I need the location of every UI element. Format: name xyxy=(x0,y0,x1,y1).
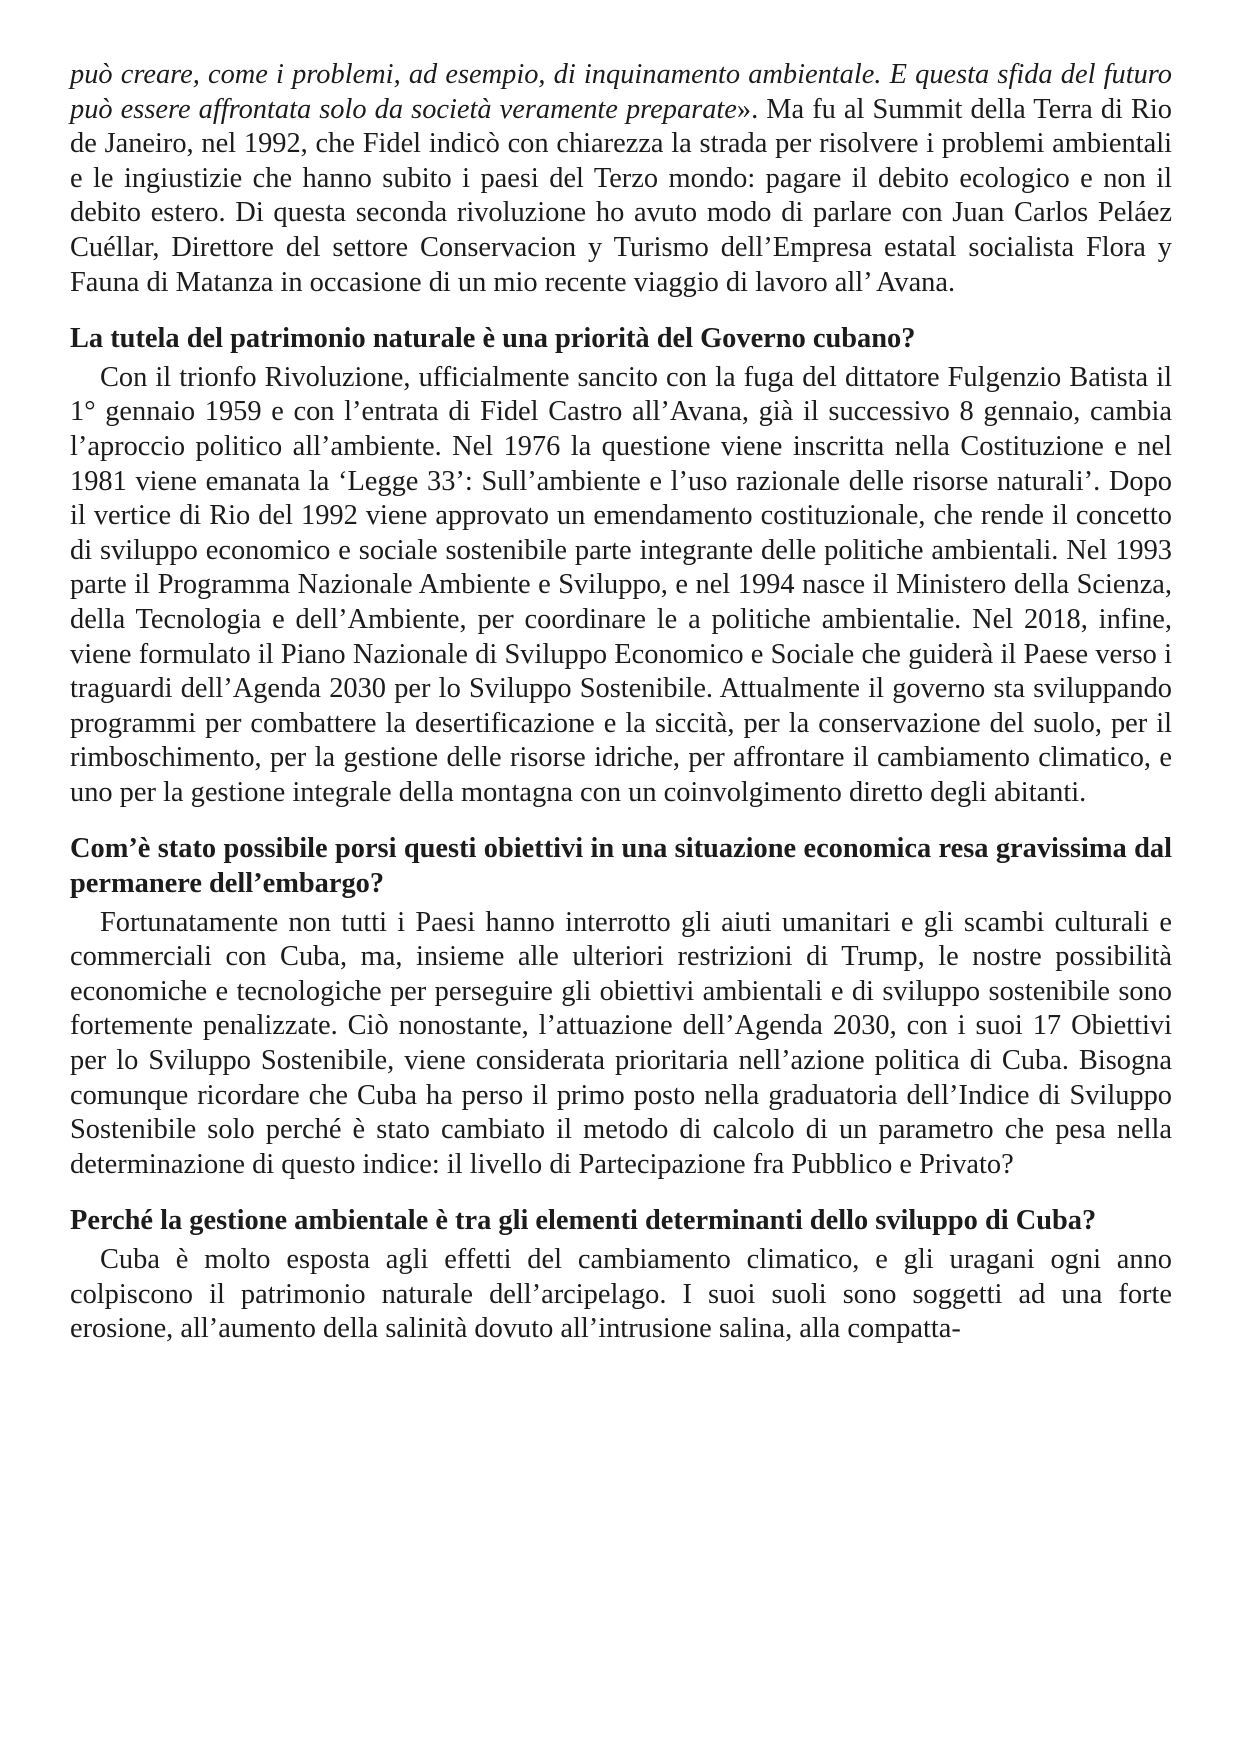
document-page xyxy=(70,58,1172,1347)
intro-quote: può creare, come i problemi, ad esempio, di inquinamento ambientale. E questa sfida del futuro può essere affrontata solo da società veramente preparate xyxy=(70,59,1172,125)
answer-2: Fortunatamente non tutti i Paesi hanno interrotto gli aiuti umanitari e gli scambi culturali e commerciali con Cuba, ma, insieme alle ulteriori restrizioni di Trump, le nostre possibilità economiche e tecnologiche per perseguire gli obiettivi ambientali e di sviluppo sostenibile sono fortemente penalizzate. Ciò nonostante, l’attuazione dell’Agenda 2030, con i suoi 17 Obiettivi per lo Sviluppo Sostenibile, viene considerata prioritaria nell’azione politica di Cuba. Bisogna comunque ricordare che Cuba ha perso il primo posto nella graduatoria dell’Indice di Sviluppo Sostenibile solo perché è stato cambiato il metodo di calcolo di un parametro che pesa nella determinazione di questo indice: il livello di Partecipazione fra Pubblico e Privato? xyxy=(70,906,1172,1180)
intro-text: ». Ma fu al Summit della Terra di Rio de Janeiro, nel 1992, che Fidel indicò con chiarezza la strada per risolvere i problemi ambientali e le ingiustizie che hanno subito i paesi del Terzo mondo: pagare il debito ecologico e non il debito estero. Di questa seconda rivoluzione ho avuto modo di parlare con Juan Carlos Peláez Cuéllar, Direttore del settore Conservacion y Turismo dell’Empresa estatal socialista Flora y Fauna di Matanza in occasione di un mio recente viaggio di lavoro all’ Avana. xyxy=(70,93,1172,298)
question-2: Com’è stato possibile porsi questi obiettivi in una situazione economica resa gravissima dal permanere dell’embargo? xyxy=(70,833,1172,900)
answer-1: Con il trionfo Rivoluzione, ufficialmente sancito con la fuga del dittatore Fulgenzio Batista il 1° gennaio 1959 e con l’entrata di Fidel Castro all’Avana, già il successivo 8 gennaio, cambia l’aproccio politico all’ambiente. Nel 1976 la questione viene inscritta nella Costituzione e nel 1981 viene emanata la ‘Legge 33’: Sull’ambiente e l’uso razionale delle risorse naturali’. Dopo il vertice di Rio del 1992 viene approvato un emendamento costituzionale, che rende il concetto di sviluppo economico e sociale sostenibile parte integrante delle politiche ambientali. Nel 1993 parte il Programma Nazionale Ambiente e Sviluppo, e nel 1994 nasce il Ministero della Scienza, della Tecnologia e dell’Ambiente, per coordinare le a politiche ambientalie. Nel 2018, infine, viene formulato il Piano Nazionale di Sviluppo Economico e Sociale che guiderà il Paese verso i traguardi dell’Agenda 2030 per lo Sviluppo Sostenibile. Attualmente il governo sta sviluppando programmi per combattere la desertificazione e la siccità, per la conservazione del suolo, per il rimboschimento, per la gestione delle risorse idriche, per affrontare il cambiamento climatico, e uno per la gestione integrale della montagna con un coinvolgimento diretto degli abitanti. xyxy=(70,361,1172,808)
answer-3: Cuba è molto esposta agli effetti del cambiamento climatico, e gli uragani ogni anno colpiscono il patrimonio naturale dell’arcipelago. I suoi suoli sono soggetti ad una forte erosione, all’aumento della salinità dovuto all’intrusione salina, alla compatta- xyxy=(70,1244,1172,1345)
question-3: Perché la gestione ambientale è tra gli elementi determinanti dello sviluppo di Cuba? xyxy=(70,1205,1097,1237)
intro-paragraph xyxy=(70,58,1172,300)
question-1: La tutela del patrimonio naturale è una priorità del Governo cubano? xyxy=(70,323,916,355)
